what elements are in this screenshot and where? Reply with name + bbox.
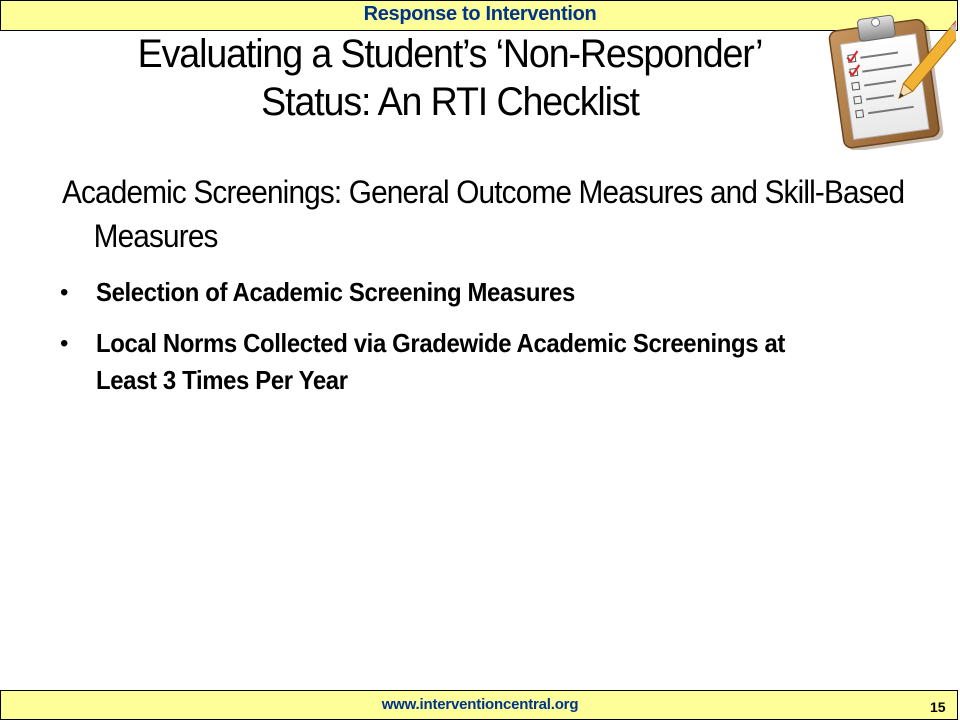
bullet-item bbox=[62, 274, 922, 311]
bullet-list bbox=[62, 274, 922, 399]
section-heading: Academic Screenings: General Outcome Measures and Skill-Based Measures bbox=[62, 174, 905, 254]
slide-title-line-2: Status: An RTI Checklist bbox=[261, 80, 639, 124]
bullet-marker: • bbox=[60, 330, 69, 357]
slide-title bbox=[102, 30, 798, 126]
page-number: 15 bbox=[930, 699, 946, 715]
footer-url[interactable]: www.interventioncentral.org bbox=[381, 696, 579, 713]
bullet-text-local-norms: Local Norms Collected via Gradewide Academic Screenings at Least 3 Times Per Year bbox=[96, 328, 785, 395]
banner-title: Response to Intervention bbox=[363, 3, 597, 25]
bullet-marker: • bbox=[60, 279, 69, 306]
slide-title-line-1: Evaluating a Student’s ‘Non-Responder’ bbox=[137, 32, 763, 76]
bullet-item bbox=[62, 325, 922, 399]
bullet-text-selection: Selection of Academic Screening Measures bbox=[96, 277, 575, 307]
clipboard-icon bbox=[822, 6, 956, 150]
slide-content bbox=[62, 170, 922, 413]
